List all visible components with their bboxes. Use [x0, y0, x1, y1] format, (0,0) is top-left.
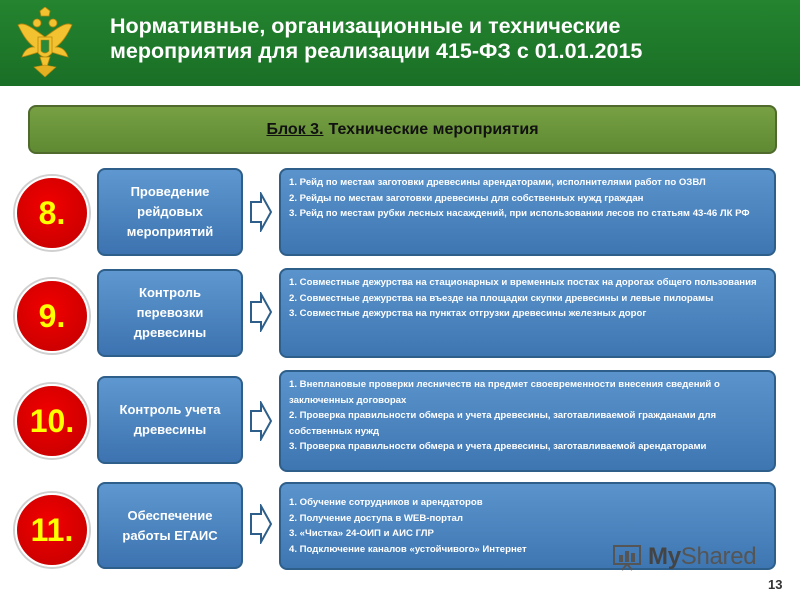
title-line-1: Нормативные, организационные и технические: [110, 14, 621, 38]
double-headed-eagle-emblem-icon: [16, 7, 74, 79]
step-number-badge: 10.: [15, 384, 89, 458]
detail-item: 2. Получение доступа в WEB-портал: [289, 512, 463, 524]
myshared-watermark: [612, 540, 762, 574]
detail-item: 1. Рейд по местам заготовки древесины арендаторами, исполнителями работ по ОЗВЛ: [289, 177, 706, 188]
detail-item: 3. «Чистка» 24-ОИП и АИС ГЛР: [289, 528, 434, 539]
detail-item: 4. Подключение каналов «устойчивого» Интернет: [289, 543, 527, 555]
task-box: Обеспечение работы ЕГАИС: [97, 482, 243, 569]
block-heading-bar: [28, 105, 777, 154]
step-number-badge: 8.: [15, 176, 89, 250]
slide-page-number: 13: [768, 577, 783, 592]
detail-box: [279, 370, 776, 472]
header-banner: [0, 0, 800, 86]
detail-item: 2. Рейды по местам заготовки древесины для собственных нужд граждан: [289, 192, 644, 204]
right-arrow-icon: [250, 401, 272, 441]
right-arrow-icon: [250, 192, 272, 232]
block-label: Блок 3.: [266, 120, 324, 138]
block-title: Технические мероприятия: [328, 120, 539, 138]
detail-item: 1. Совместные дежурства на стационарных и временных постах на дорогах общего пользования: [289, 277, 757, 288]
step-number-badge: 9.: [15, 279, 89, 353]
step-number-badge: 11.: [15, 493, 89, 567]
task-box: Проведение рейдовых мероприятий: [97, 168, 243, 256]
presentation-chart-icon: [612, 543, 642, 571]
detail-item: 1. Обучение сотрудников и арендаторов: [289, 497, 483, 508]
page-title: [110, 14, 790, 64]
detail-box: [279, 268, 776, 358]
title-line-2: мероприятия для реализации 415-ФЗ с 01.01.2015: [110, 39, 643, 63]
watermark-text: MyShared: [648, 543, 757, 570]
task-box: Контроль учета древесины: [97, 376, 243, 464]
detail-item: 2. Совместные дежурства на въезде на площадки скупки древесины и левые пилорамы: [289, 292, 714, 304]
detail-item: 3. Совместные дежурства на пунктах отгрузки древесины железных дорог: [289, 308, 647, 319]
detail-item: 3. Проверка правильности обмера и учета древесины, заготавливаемой арендаторами: [289, 441, 707, 452]
detail-item: 1. Внеплановые проверки лесничеств на предмет своевременности внесения сведений о заключенных договорах: [289, 379, 720, 406]
right-arrow-icon: [250, 292, 272, 332]
detail-item: 2. Проверка правильности обмера и учета древесины, заготавливаемой гражданами для собственных нужд: [289, 410, 717, 437]
detail-item: 3. Рейд по местам рубки лесных насаждений, при использовании лесов по статьям 43-46 ЛК РФ: [289, 208, 750, 219]
detail-box: [279, 168, 776, 256]
right-arrow-icon: [250, 504, 272, 544]
task-box: Контроль перевозки древесины: [97, 269, 243, 357]
